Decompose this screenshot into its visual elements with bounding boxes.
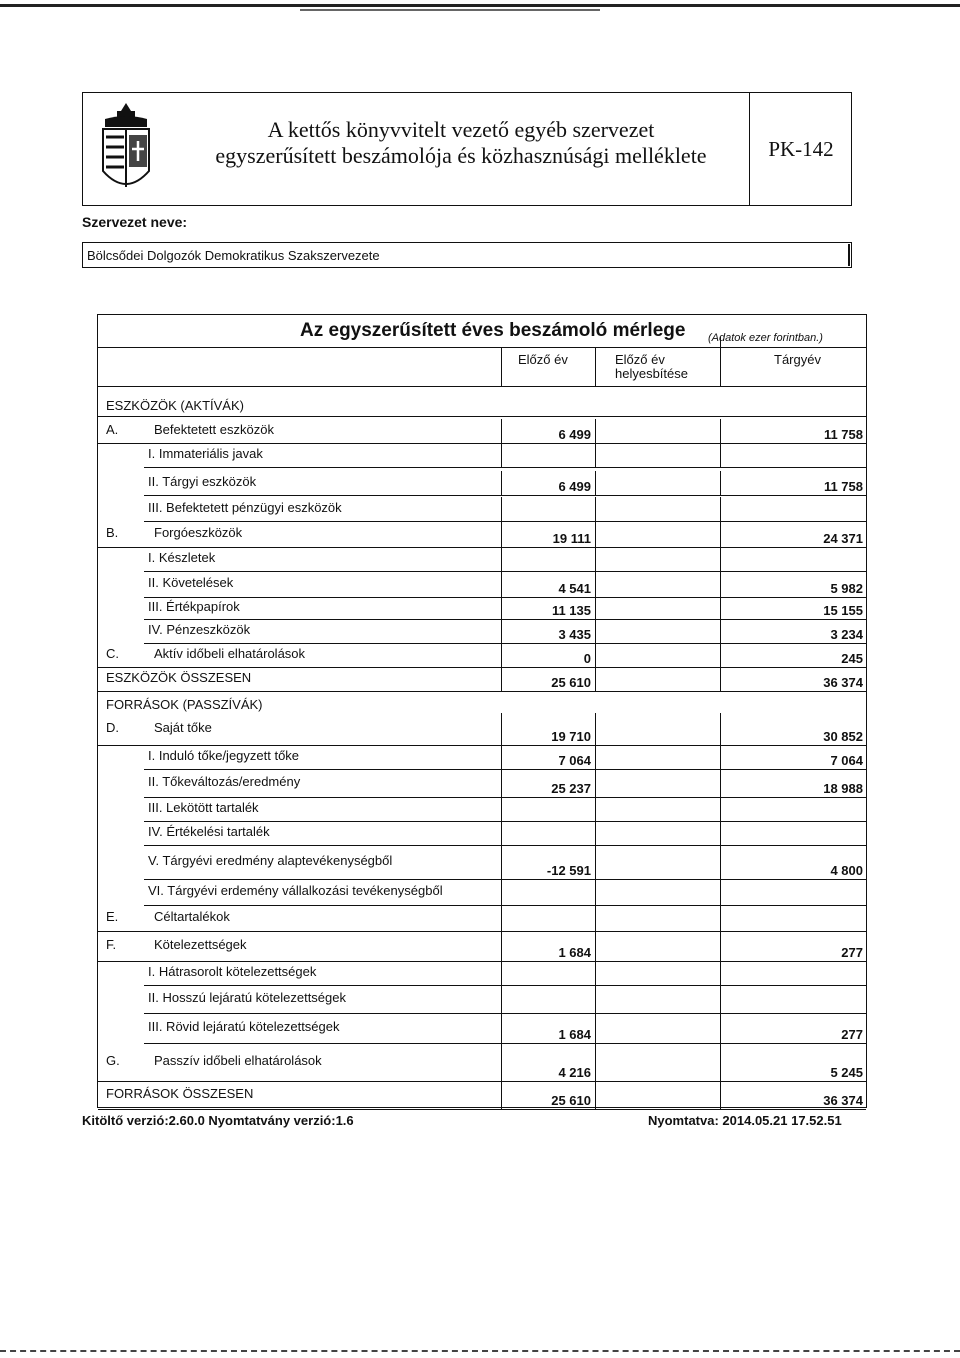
row-label: II. Hosszú lejáratú kötelezettségek [148,990,346,1005]
row-label: I. Készletek [148,550,216,565]
section-heading-assets: ESZKÖZÖK (AKTÍVÁK) [106,398,244,413]
row-label: II. Tőkeváltozás/eredmény [148,774,301,789]
row-label: III. Lekötött tartalék [148,800,259,815]
form-title-line-1: A kettős könyvvitelt vezető egyéb szervezet [267,117,655,142]
row-label: III. Rövid lejáratú kötelezettségek [148,1019,340,1034]
value-prev-year: -12 591 [546,863,591,878]
table-row [98,769,866,797]
table-row [98,1043,866,1081]
table-row [98,1081,866,1109]
column-header-prev-year: Előző év [518,352,568,367]
row-label: I. Hátrasorolt kötelezettségek [148,964,317,979]
value-current-year: 18 988 [823,781,863,796]
value-current-year: 36 374 [823,1093,863,1108]
row-label: Céltartalékok [154,909,230,924]
row-code: G. [106,1053,120,1068]
row-label: III. Befektetett pénzügyi eszközök [148,500,342,515]
value-prev-year: 6 499 [558,479,591,494]
row-label: Befektetett eszközök [154,422,274,437]
table-row [98,905,866,931]
table-row [98,497,866,521]
table-row [98,745,866,769]
value-current-year: 11 758 [823,479,863,494]
table-row [98,845,866,879]
value-prev-year: 7 064 [558,753,591,768]
value-current-year: 3 234 [830,627,863,642]
value-current-year: 30 852 [823,729,863,744]
value-prev-year: 4 216 [558,1065,591,1080]
value-current-year: 36 374 [823,675,863,690]
unit-note: (Adatok ezer forintban.) [708,332,823,344]
value-current-year: 277 [841,1027,863,1042]
scan-edge-line [300,9,600,11]
row-label: I. Induló tőke/jegyzett tőke [148,748,300,763]
row-label: ESZKÖZÖK ÖSSZESEN [106,670,252,685]
value-prev-year: 1 684 [558,1027,591,1042]
organization-label: Szervezet neve: [82,214,188,230]
value-prev-year: 0 [583,651,591,666]
row-code: B. [106,525,119,540]
table-row [98,571,866,597]
section-heading-sources: FORRÁSOK (PASSZÍVÁK) [106,697,263,712]
row-code: E. [106,909,119,924]
scan-edge-line [0,4,960,7]
value-current-year: 5 982 [830,581,863,596]
row-code: F. [106,937,117,952]
print-timestamp: Nyomtatva: 2014.05.21 17.52.51 [648,1113,842,1128]
table-row [98,471,866,495]
column-header-current-year: Tárgyév [774,352,821,367]
value-prev-year: 3 435 [558,627,591,642]
table-row [98,931,866,961]
table-row [98,521,866,547]
table-row [98,443,866,467]
table-row [98,547,866,571]
organization-name-field: Bölcsődei Dolgozók Demokratikus Szakszervezete [82,242,852,268]
scan-edge-line [0,1350,960,1352]
row-label: III. Értékpapírok [148,599,240,614]
column-header-prev-year-correction: Előző év helyesbítése [615,352,688,381]
value-prev-year: 1 684 [558,945,591,960]
value-prev-year: 4 541 [558,581,591,596]
table-row [98,643,866,667]
value-prev-year: 25 237 [551,781,591,796]
row-label: Passzív időbeli elhatárolások [154,1053,322,1068]
value-prev-year: 6 499 [558,427,591,442]
table-row [98,597,866,619]
row-label: V. Tárgyévi eredmény alaptevékenységből [148,853,393,868]
value-current-year: 15 155 [823,603,863,618]
row-code: A. [106,422,119,437]
row-label: II. Követelések [148,575,234,590]
form-title [173,117,749,169]
table-row [98,419,866,443]
form-header [82,92,852,206]
value-current-year: 277 [841,945,863,960]
row-label: I. Immateriális javak [148,446,263,461]
table-title: Az egyszerűsített éves beszámoló mérlege [300,320,686,341]
coat-of-arms-icon [97,101,155,197]
row-code: C. [106,646,119,661]
row-label: Forgóeszközök [154,525,243,540]
value-current-year: 4 800 [830,863,863,878]
table-row [98,667,866,691]
value-prev-year: 19 111 [552,531,591,546]
value-prev-year: 25 610 [551,675,591,690]
value-current-year: 11 758 [823,427,863,442]
row-code: D. [106,720,119,735]
value-current-year: 245 [841,651,863,666]
table-row [98,713,866,745]
value-current-year: 7 064 [830,753,863,768]
row-label: Kötelezettségek [154,937,247,952]
balance-sheet-table [97,314,867,1108]
table-row [98,879,866,905]
row-label: Aktív időbeli elhatárolások [154,646,306,661]
table-row [98,821,866,845]
row-label: VI. Tárgyévi erdemény vállalkozási tevékenységből [148,883,443,898]
value-prev-year: 11 135 [551,603,591,618]
software-version: Kitöltő verzió:2.60.0 Nyomtatvány verzió:1.6 [82,1113,354,1128]
value-current-year: 24 371 [823,531,863,546]
row-label: IV. Pénzeszközök [148,622,251,637]
table-row [98,619,866,643]
row-label: IV. Értékelési tartalék [148,824,270,839]
value-prev-year: 19 710 [551,729,591,744]
row-label: II. Tárgyi eszközök [148,474,257,489]
form-code: PK-142 [768,136,834,161]
table-row [98,797,866,821]
value-prev-year: 25 610 [551,1093,591,1108]
value-current-year: 5 245 [830,1065,863,1080]
row-label: FORRÁSOK ÖSSZESEN [106,1086,254,1101]
table-row [98,1013,866,1043]
table-row [98,961,866,985]
form-title-line-2: egyszerűsített beszámolója és közhasznúsági melléklete [215,143,707,168]
table-row [98,985,866,1013]
row-label: Saját tőke [154,720,212,735]
